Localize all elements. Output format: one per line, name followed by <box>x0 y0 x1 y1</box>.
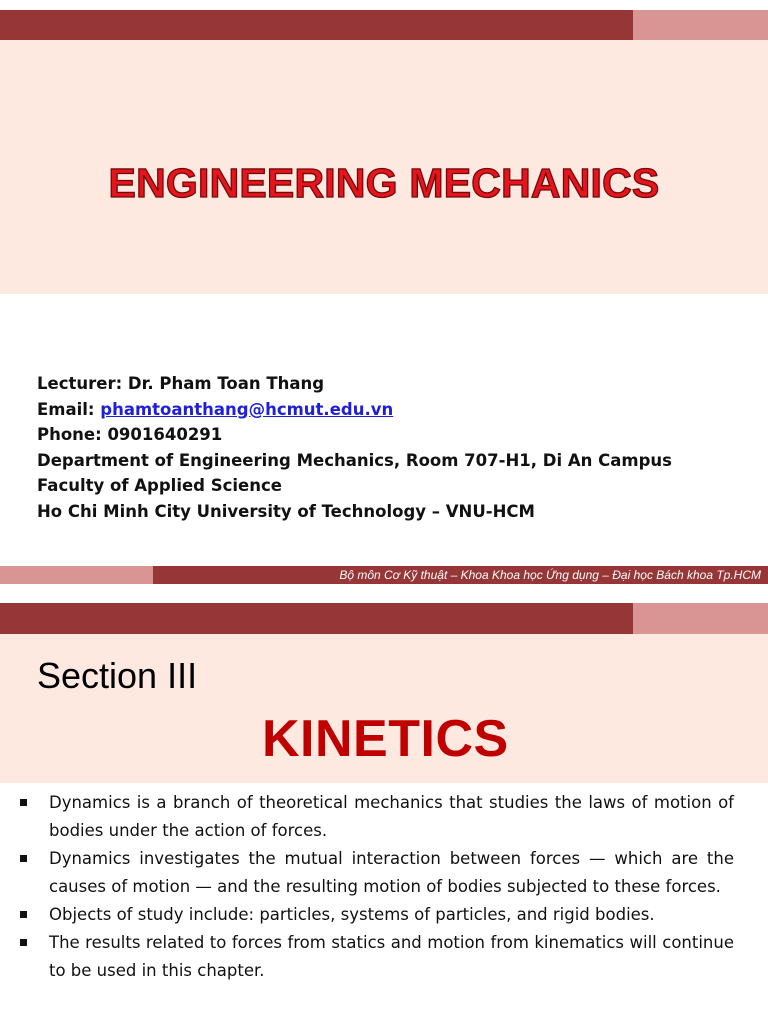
list-item <box>18 929 734 985</box>
bullet-text: The results related to forces from statics and motion from kinematics will continue to be used in this chapter. <box>49 933 734 980</box>
bullet-text: Objects of study include: particles, systems of particles, and rigid bodies. <box>49 905 655 924</box>
footer-bar-light <box>0 566 153 584</box>
bullet-icon <box>20 939 27 946</box>
list-item <box>18 901 734 929</box>
top-bar-dark <box>0 10 633 40</box>
bullet-icon <box>20 799 27 806</box>
bullet-icon <box>20 855 27 862</box>
email-link[interactable]: phamtoanthang@hcmut.edu.vn <box>100 399 394 419</box>
email-label: Email: <box>37 399 101 419</box>
lecturer-info <box>37 371 672 524</box>
section-title: KINETICS <box>262 710 509 768</box>
phone-line: Phone: 0901640291 <box>37 425 223 444</box>
top-bar-dark <box>0 603 633 634</box>
slide-kinetics <box>0 592 768 1024</box>
lecturer-name: Lecturer: Dr. Pham Toan Thang <box>37 374 325 393</box>
top-bar-light <box>633 10 768 40</box>
bullet-icon <box>20 911 27 918</box>
university-line: Ho Chi Minh City University of Technology – VNU-HCM <box>37 501 535 521</box>
list-item <box>18 845 734 901</box>
top-bar-light <box>633 603 768 634</box>
course-title: ENGINEERING MECHANICS <box>108 160 660 206</box>
list-item <box>18 789 734 845</box>
footer-text: Bộ môn Cơ Kỹ thuật – Khoa Khoa học Ứng dụng – Đại học Bách khoa Tp.HCM <box>339 568 761 582</box>
bullet-text: Dynamics is a branch of theoretical mechanics that studies the laws of motion of bodies under the action of forces. <box>49 793 734 840</box>
bullet-list <box>18 789 734 985</box>
bullet-text: Dynamics investigates the mutual interaction between forces — which are the causes of motion — and the resulting motion of bodies subjected to these forces. <box>49 849 734 896</box>
faculty-line: Faculty of Applied Science <box>37 476 282 495</box>
department-line: Department of Engineering Mechanics, Room 707-H1, Di An Campus <box>37 450 672 470</box>
section-label: Section III <box>37 655 198 696</box>
email-line <box>37 397 672 423</box>
